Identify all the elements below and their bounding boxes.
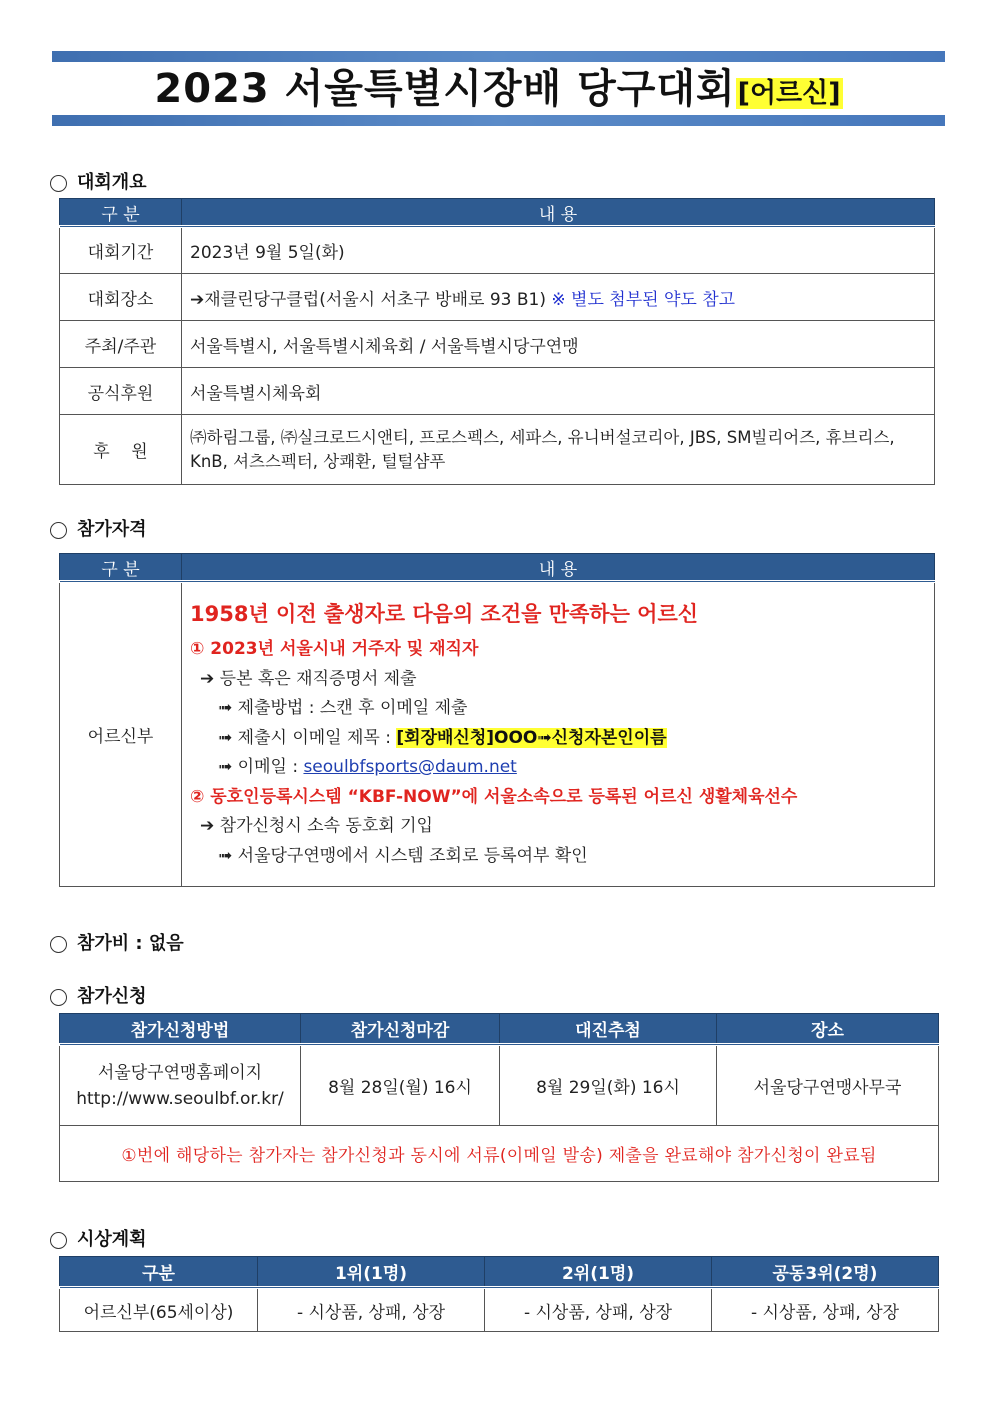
- homepage-url[interactable]: http://www.seoulbf.or.kr/: [76, 1088, 284, 1109]
- section-heading-qualification: [50, 516, 147, 540]
- section-heading-application: [50, 983, 147, 1007]
- row-value: 2023년 9월 5일(화): [182, 227, 935, 274]
- row-value: ㈜하림그룹, ㈜실크로드시앤티, 프로스펙스, 세파스, 유니버설코리아, JBS, SM빌리어즈, 휴브리스, KnB, 셔츠스펙터, 상쾌환, 털털샴푸: [182, 415, 935, 485]
- email-link[interactable]: seoulbfsports@daum.net: [303, 757, 517, 777]
- award-second: - 시상품, 상패, 상장: [485, 1288, 712, 1332]
- column-header: 1위(1명): [258, 1257, 485, 1288]
- table-row: [60, 227, 935, 274]
- row-label: 주최/주관: [60, 321, 182, 368]
- qualification-headline: 1958년 이전 출생자로 다음의 조건을 만족하는 어르신: [190, 602, 699, 626]
- column-header: 장소: [717, 1014, 939, 1045]
- section-heading-awards: [50, 1226, 147, 1250]
- column-header: 대진추첨: [500, 1014, 717, 1045]
- draw-date: 8월 29일(화) 16시: [500, 1045, 717, 1126]
- row-value: [182, 274, 935, 321]
- condition-2: ② 동호인등록시스템 “KBF-NOW”에 서울소속으로 등록된 어르신 생활체육선수: [190, 786, 798, 807]
- qualification-table: [59, 553, 935, 887]
- title-main: 2023 서울특별시장배 당구대회: [154, 66, 736, 112]
- row-label: 대회기간: [60, 227, 182, 274]
- table-row: [60, 368, 935, 415]
- application-method: [60, 1045, 301, 1126]
- overview-table: [59, 198, 935, 485]
- column-header: 2위(1명): [485, 1257, 712, 1288]
- section-heading-fee: [50, 930, 184, 954]
- condition-1-email: [190, 753, 926, 783]
- page-title: [52, 63, 945, 115]
- condition-2-check: ➟ 서울당구연맹에서 시스템 조회로 등록여부 확인: [218, 845, 588, 866]
- condition-1: ① 2023년 서울시내 거주자 및 재직자: [190, 639, 479, 659]
- row-label: 후 원: [60, 415, 182, 485]
- awards-table: [59, 1256, 939, 1332]
- row-value: 서울특별시체육회: [182, 368, 935, 415]
- circle-bullet-icon: [50, 989, 67, 1006]
- award-division: 어르신부(65세이상): [60, 1288, 258, 1332]
- application-deadline: 8월 28일(월) 16시: [301, 1045, 500, 1126]
- table-row: [60, 1045, 939, 1126]
- row-label: 공식후원: [60, 368, 182, 415]
- column-header: 공동3위(2명): [712, 1257, 939, 1288]
- application-place: 서울당구연맹사무국: [717, 1045, 939, 1126]
- table-row: [60, 582, 935, 887]
- column-header-content: 내 용: [182, 554, 935, 582]
- column-header: 참가신청마감: [301, 1014, 500, 1045]
- title-bar-bottom: [52, 115, 945, 126]
- venue-text: ➔재클린당구클럽(서울시 서초구 방배로 93 B1): [190, 289, 546, 310]
- section-title: 시상계획: [77, 1229, 147, 1250]
- section-title: 참가자격: [77, 519, 147, 540]
- table-row: [60, 1288, 939, 1332]
- column-header: 참가신청방법: [60, 1014, 301, 1045]
- column-header-category: 구 분: [60, 199, 182, 227]
- table-row: [60, 274, 935, 321]
- section-title: 참가신청: [77, 986, 147, 1007]
- title-highlight: [어르신]: [737, 78, 841, 109]
- subject-label: ➟ 제출시 이메일 제목 :: [218, 727, 397, 748]
- circle-bullet-icon: [50, 1232, 67, 1249]
- row-value: 서울특별시, 서울특별시체육회 / 서울특별시당구연맹: [182, 321, 935, 368]
- application-table: [59, 1013, 939, 1182]
- column-header-content: 내 용: [182, 199, 935, 227]
- column-header-category: 구 분: [60, 554, 182, 582]
- condition-2-club: ➔ 참가신청시 소속 동호회 기입: [200, 816, 433, 836]
- table-row: [60, 415, 935, 485]
- email-label: ➟ 이메일 :: [218, 757, 304, 777]
- circle-bullet-icon: [50, 175, 67, 192]
- title-bar-top: [52, 51, 945, 62]
- row-label: 대회장소: [60, 274, 182, 321]
- circle-bullet-icon: [50, 936, 67, 953]
- title-banner: [52, 51, 945, 126]
- condition-1-method: ➟ 제출방법 : 스캔 후 이메일 제출: [218, 698, 468, 718]
- circle-bullet-icon: [50, 522, 67, 539]
- condition-1-doc: ➔ 등본 혹은 재직증명서 제출: [200, 668, 417, 689]
- map-note: ※ 별도 첨부된 약도 참고: [546, 289, 736, 310]
- section-title: 대회개요: [77, 172, 147, 193]
- method-homepage: 서울당구연맹홈페이지: [97, 1062, 263, 1083]
- section-heading-overview: [50, 169, 147, 193]
- award-first: - 시상품, 상패, 상장: [258, 1288, 485, 1332]
- table-row: [60, 321, 935, 368]
- email-subject-format: [회장배신청]OOO➟신청자본인이름: [396, 727, 667, 748]
- application-notice: ①번에 해당하는 참가자는 참가신청과 동시에 서류(이메일 발송) 제출을 완료해야 참가신청이 완료됨: [60, 1126, 939, 1182]
- section-title: 참가비 : 없음: [77, 933, 184, 954]
- qualification-content: [182, 582, 935, 887]
- row-label: 어르신부: [60, 582, 182, 887]
- award-third: - 시상품, 상패, 상장: [712, 1288, 939, 1332]
- column-header: 구분: [60, 1257, 258, 1288]
- condition-1-subject: [190, 724, 926, 754]
- table-row: [60, 1126, 939, 1182]
